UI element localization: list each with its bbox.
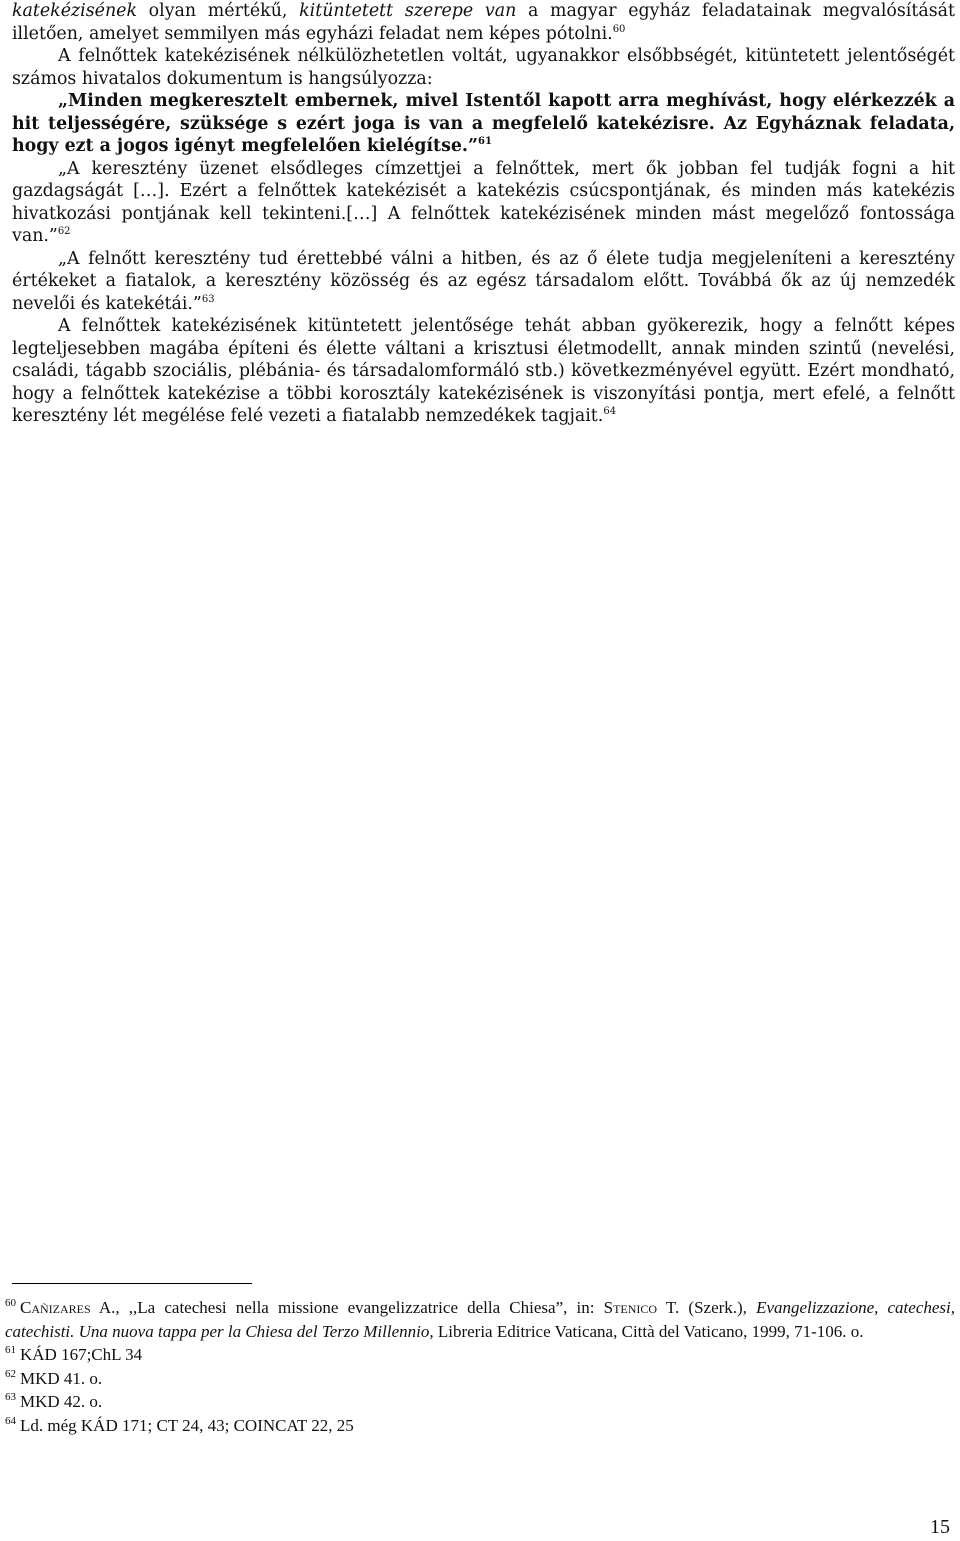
page-number: 15 [930, 1516, 950, 1538]
paragraph-continuation [12, 0, 955, 45]
footnote-ref[interactable]: 64 [603, 406, 617, 418]
footnote-62 [5, 1367, 955, 1391]
footnote-number: 60 [5, 1297, 16, 1310]
footnote-ref[interactable]: 62 [57, 226, 71, 238]
quote-2 [12, 158, 955, 248]
book-title: Evangelizzazione, catechesi, catechisti. Una nuova tappa per la Chiesa del Terzo Millennio, [5, 1298, 956, 1341]
footnote-number: 64 [5, 1414, 16, 1427]
main-text [12, 0, 955, 428]
author: Cañizares A. [20, 1298, 116, 1317]
footnote-60 [5, 1296, 955, 1343]
footnote-63 [5, 1390, 955, 1414]
footnote-ref[interactable]: 61 [478, 136, 492, 148]
footnote-number: 61 [5, 1344, 16, 1357]
footnote-61 [5, 1343, 955, 1367]
quote-text: „A felnőtt keresztény tud érettebbé válni a hitben, és az ő élete tudja megjeleníteni a keresztény értékeket a fiatalok, a keresztény közösség és az egész társadalom előtt. Továbbá ők az új nemzedék nevelői és katekétái.” [12, 248, 955, 314]
paragraph: A felnőttek katekézisének nélkülözhetetlen voltát, ugyanakkor elsőbbségét, kitüntetett jelentőségét számos hivatalos dokumentum is hangsúlyozza: [12, 46, 955, 89]
footnote-text: MKD 42. o. [20, 1392, 103, 1411]
quote-text: „Minden megkeresztelt embernek, mivel Istentől kapott arra meghívást, hogy elérkezzék a hit teljességére, szüksége s ezért joga is van a megfelelő katekézisre. Az Egyháznak feladata, hogy ezt a jogos igényt megfelelően kielégítse.” [12, 91, 955, 156]
footnote-number: 63 [5, 1391, 16, 1404]
footnote-separator [12, 1283, 252, 1284]
italic-phrase: katekézisének [12, 1, 137, 21]
paragraph [12, 315, 955, 428]
quote-text: „A keresztény üzenet elsődleges címzettjei a felnőttek, mert ők jobban fel tudják fogni a hit gazdagságát […]. Ezért a felnőttek katekézisét a katekézis csúcspontjának, és minden más katekézis hivatkozási pontjának kell tekinteni.[…] A felnőttek katekézisének minden mást megelőző fontossága van.” [12, 158, 955, 246]
footnote-number: 62 [5, 1367, 16, 1380]
paragraph-text: A felnőttek katekézisének kitüntetett jelentősége tehát abban gyökerezik, hogy a felnőtt képes legteljesebben magába építeni és élette váltani a krisztusi életmodellt, annak minden szintű (nevelési, családi, tágabb szociális, plébánia- és társadalomformáló stb.) következményével együtt. Ezért mondható, hogy a felnőttek katekézise a többi korosztály katekézisének is viszonyítási pontja, mert efelé, a felnőtt keresztény lét megélése felé vezeti a fiatalabb nemzedékek tagjait. [12, 316, 955, 426]
footnote-text: KÁD 167;ChL 34 [20, 1345, 143, 1364]
text-run: Libreria Editrice Vaticana, Città del Vaticano, 1999, 71-106. o. [433, 1321, 864, 1341]
text-run: (Szerk.), [679, 1298, 757, 1317]
footnote-text: MKD 41. o. [20, 1368, 103, 1388]
italic-phrase: kitüntetett szerepe van [299, 1, 517, 21]
footnote-text: Ld. még KÁD 171; CT 24, 43; COINCAT 22, 25 [20, 1415, 354, 1435]
footnote-ref[interactable]: 60 [612, 23, 626, 35]
text-run: , ,,La catechesi nella missione evangelizzatrice della Chiesa”, in: [115, 1298, 604, 1317]
text-run: a magyar egyház feladatainak megvalósítását illetően, amelyet semmilyen más egyházi feladat nem képes pótolni. [12, 1, 955, 44]
document-body [12, 0, 955, 428]
footnotes [5, 1296, 955, 1437]
text-run: olyan mértékű, [137, 1, 300, 21]
footnote-64 [5, 1414, 955, 1438]
quote-1 [12, 90, 955, 158]
footnote-ref[interactable]: 63 [201, 293, 215, 305]
editor: Stenico T. [603, 1298, 680, 1317]
quote-3 [12, 248, 955, 316]
